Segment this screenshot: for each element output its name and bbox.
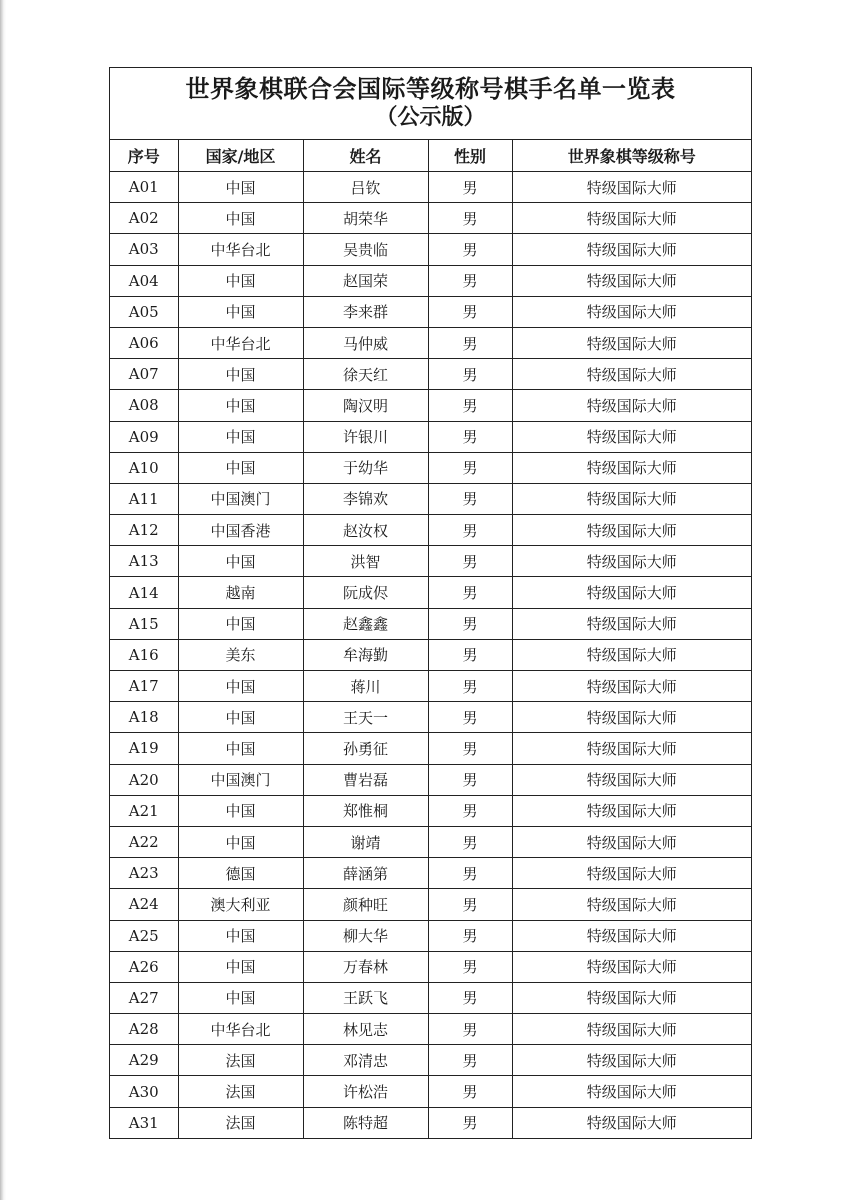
cell-gender: 男 (428, 296, 512, 327)
cell-gender: 男 (428, 671, 512, 702)
cell-title: 特级国际大师 (512, 452, 751, 483)
cell-region: 中国 (178, 982, 303, 1013)
cell-name: 李锦欢 (303, 483, 428, 514)
cell-number: A23 (110, 858, 178, 889)
document-subtitle: （公示版） (375, 105, 486, 130)
table-row (110, 234, 751, 265)
cell-number: A26 (110, 951, 178, 982)
header-title: 世界象棋等级称号 (512, 140, 751, 172)
title-block (110, 68, 751, 140)
cell-number: A30 (110, 1076, 178, 1107)
cell-region: 中国 (178, 702, 303, 733)
cell-region: 中国 (178, 795, 303, 826)
player-table (110, 140, 751, 1138)
cell-gender: 男 (428, 920, 512, 951)
cell-gender: 男 (428, 982, 512, 1013)
cell-gender: 男 (428, 639, 512, 670)
table-row (110, 483, 751, 514)
header-region: 国家/地区 (178, 140, 303, 172)
cell-title: 特级国际大师 (512, 577, 751, 608)
header-name: 姓名 (303, 140, 428, 172)
cell-region: 中国 (178, 390, 303, 421)
cell-gender: 男 (428, 702, 512, 733)
cell-gender: 男 (428, 359, 512, 390)
table-row (110, 889, 751, 920)
cell-title: 特级国际大师 (512, 951, 751, 982)
cell-title: 特级国际大师 (512, 1014, 751, 1045)
cell-number: A17 (110, 671, 178, 702)
table-row (110, 826, 751, 857)
cell-gender: 男 (428, 452, 512, 483)
cell-name: 阮成侭 (303, 577, 428, 608)
cell-name: 陈特超 (303, 1107, 428, 1138)
cell-gender: 男 (428, 826, 512, 857)
cell-gender: 男 (428, 858, 512, 889)
cell-number: A02 (110, 203, 178, 234)
cell-number: A29 (110, 1045, 178, 1076)
cell-number: A12 (110, 515, 178, 546)
table-row (110, 608, 751, 639)
cell-title: 特级国际大师 (512, 608, 751, 639)
table-row (110, 795, 751, 826)
cell-gender: 男 (428, 1107, 512, 1138)
table-row (110, 1045, 751, 1076)
table-row (110, 390, 751, 421)
cell-name: 郑惟桐 (303, 795, 428, 826)
cell-number: A10 (110, 452, 178, 483)
cell-region: 中国 (178, 826, 303, 857)
cell-title: 特级国际大师 (512, 265, 751, 296)
cell-title: 特级国际大师 (512, 826, 751, 857)
table-row (110, 546, 751, 577)
table-row (110, 764, 751, 795)
cell-gender: 男 (428, 390, 512, 421)
cell-gender: 男 (428, 483, 512, 514)
cell-gender: 男 (428, 265, 512, 296)
cell-region: 中国香港 (178, 515, 303, 546)
cell-region: 中国澳门 (178, 764, 303, 795)
cell-title: 特级国际大师 (512, 234, 751, 265)
cell-gender: 男 (428, 234, 512, 265)
cell-region: 法国 (178, 1107, 303, 1138)
cell-title: 特级国际大师 (512, 702, 751, 733)
cell-name: 马仲威 (303, 327, 428, 358)
cell-name: 孙勇征 (303, 733, 428, 764)
cell-name: 许松浩 (303, 1076, 428, 1107)
cell-title: 特级国际大师 (512, 795, 751, 826)
cell-name: 陶汉明 (303, 390, 428, 421)
header-number: 序号 (110, 140, 178, 172)
cell-title: 特级国际大师 (512, 639, 751, 670)
cell-region: 中国 (178, 546, 303, 577)
cell-title: 特级国际大师 (512, 546, 751, 577)
cell-region: 中华台北 (178, 327, 303, 358)
cell-name: 胡荣华 (303, 203, 428, 234)
cell-title: 特级国际大师 (512, 1076, 751, 1107)
cell-number: A08 (110, 390, 178, 421)
cell-number: A07 (110, 359, 178, 390)
cell-gender: 男 (428, 1014, 512, 1045)
cell-gender: 男 (428, 795, 512, 826)
table-row (110, 671, 751, 702)
cell-region: 中国 (178, 608, 303, 639)
cell-name: 洪智 (303, 546, 428, 577)
cell-region: 中国 (178, 920, 303, 951)
cell-name: 柳大华 (303, 920, 428, 951)
cell-region: 中国 (178, 733, 303, 764)
cell-title: 特级国际大师 (512, 359, 751, 390)
cell-number: A22 (110, 826, 178, 857)
cell-name: 王跃飞 (303, 982, 428, 1013)
cell-name: 赵汝权 (303, 515, 428, 546)
cell-number: A14 (110, 577, 178, 608)
cell-number: A05 (110, 296, 178, 327)
cell-title: 特级国际大师 (512, 483, 751, 514)
cell-region: 中国 (178, 203, 303, 234)
cell-title: 特级国际大师 (512, 390, 751, 421)
cell-title: 特级国际大师 (512, 203, 751, 234)
cell-region: 德国 (178, 858, 303, 889)
cell-number: A13 (110, 546, 178, 577)
cell-number: A03 (110, 234, 178, 265)
cell-region: 中国 (178, 671, 303, 702)
cell-name: 谢靖 (303, 826, 428, 857)
cell-gender: 男 (428, 889, 512, 920)
cell-name: 李来群 (303, 296, 428, 327)
cell-name: 牟海勤 (303, 639, 428, 670)
cell-title: 特级国际大师 (512, 858, 751, 889)
cell-name: 王天一 (303, 702, 428, 733)
table-row (110, 982, 751, 1013)
table-row (110, 265, 751, 296)
cell-name: 赵国荣 (303, 265, 428, 296)
table-row (110, 203, 751, 234)
cell-name: 许银川 (303, 421, 428, 452)
cell-number: A16 (110, 639, 178, 670)
cell-name: 邓清忠 (303, 1045, 428, 1076)
cell-name: 徐天红 (303, 359, 428, 390)
cell-region: 中国 (178, 452, 303, 483)
cell-name: 吕钦 (303, 172, 428, 203)
cell-name: 颜种旺 (303, 889, 428, 920)
cell-number: A11 (110, 483, 178, 514)
cell-region: 中国 (178, 951, 303, 982)
table-row (110, 577, 751, 608)
cell-gender: 男 (428, 1076, 512, 1107)
cell-title: 特级国际大师 (512, 172, 751, 203)
cell-gender: 男 (428, 546, 512, 577)
cell-title: 特级国际大师 (512, 421, 751, 452)
cell-title: 特级国际大师 (512, 889, 751, 920)
cell-number: A06 (110, 327, 178, 358)
table-row (110, 1076, 751, 1107)
cell-title: 特级国际大师 (512, 920, 751, 951)
cell-title: 特级国际大师 (586, 1114, 677, 1133)
table-row (110, 639, 751, 670)
cell-number: A27 (110, 982, 178, 1013)
table-row (110, 421, 751, 452)
cell-name: 于幼华 (303, 452, 428, 483)
cell-gender: 男 (428, 172, 512, 203)
table-row (110, 733, 751, 764)
cell-region: 美东 (178, 639, 303, 670)
cell-region: 中国 (178, 265, 303, 296)
cell-name: 万春林 (303, 951, 428, 982)
cell-number: A15 (110, 608, 178, 639)
cell-title: 特级国际大师 (512, 327, 751, 358)
cell-number: A09 (110, 421, 178, 452)
cell-gender: 男 (428, 203, 512, 234)
table-row (110, 1014, 751, 1045)
table-row (110, 702, 751, 733)
cell-title: 特级国际大师 (512, 1045, 751, 1076)
cell-gender: 男 (428, 951, 512, 982)
cell-title: 特级国际大师 (512, 982, 751, 1013)
table-row (110, 296, 751, 327)
cell-name: 林见志 (303, 1014, 428, 1045)
table-header-row (110, 140, 751, 172)
table-row (110, 1107, 751, 1138)
cell-region: 中国 (178, 421, 303, 452)
cell-region: 中国 (178, 359, 303, 390)
cell-number: A04 (110, 265, 178, 296)
cell-number: A01 (110, 172, 178, 203)
cell-title: 特级国际大师 (512, 764, 751, 795)
cell-gender: 男 (428, 515, 512, 546)
cell-number: A24 (110, 889, 178, 920)
cell-number: A28 (110, 1014, 178, 1045)
cell-region: 中国澳门 (178, 483, 303, 514)
cell-number: A18 (110, 702, 178, 733)
cell-name: 赵鑫鑫 (303, 608, 428, 639)
cell-name: 曹岩磊 (303, 764, 428, 795)
cell-number: A19 (110, 733, 178, 764)
cell-gender: 男 (428, 608, 512, 639)
cell-region: 法国 (178, 1045, 303, 1076)
cell-number: A25 (110, 920, 178, 951)
cell-name: 吴贵临 (303, 234, 428, 265)
table-row (110, 359, 751, 390)
cell-number: A31 (110, 1107, 178, 1138)
cell-gender: 男 (428, 327, 512, 358)
cell-gender: 男 (428, 764, 512, 795)
table-row (110, 172, 751, 203)
table-row (110, 515, 751, 546)
table-row (110, 858, 751, 889)
cell-title: 特级国际大师 (512, 671, 751, 702)
cell-number: A21 (110, 795, 178, 826)
table-body (110, 172, 751, 1138)
table-row (110, 452, 751, 483)
table-row (110, 327, 751, 358)
table-row (110, 920, 751, 951)
document-title: 世界象棋联合会国际等级称号棋手名单一览表 (185, 75, 676, 103)
cell-region: 中国 (178, 172, 303, 203)
cell-region: 越南 (178, 577, 303, 608)
cell-region: 中华台北 (178, 1014, 303, 1045)
cell-gender: 男 (428, 1045, 512, 1076)
header-gender: 性别 (428, 140, 512, 172)
cell-number: A20 (110, 764, 178, 795)
table-row (110, 951, 751, 982)
cell-title: 特级国际大师 (512, 515, 751, 546)
cell-gender: 男 (428, 577, 512, 608)
cell-name: 薛涵第 (303, 858, 428, 889)
player-list-sheet (109, 67, 752, 1139)
cell-region: 中华台北 (178, 234, 303, 265)
cell-title: 特级国际大师 (512, 296, 751, 327)
cell-gender: 男 (428, 421, 512, 452)
cell-region: 法国 (178, 1076, 303, 1107)
page-edge-shadow (0, 0, 6, 1200)
cell-gender: 男 (428, 733, 512, 764)
cell-region: 澳大利亚 (178, 889, 303, 920)
cell-title: 特级国际大师 (512, 733, 751, 764)
cell-region: 中国 (178, 296, 303, 327)
cell-name: 蒋川 (303, 671, 428, 702)
